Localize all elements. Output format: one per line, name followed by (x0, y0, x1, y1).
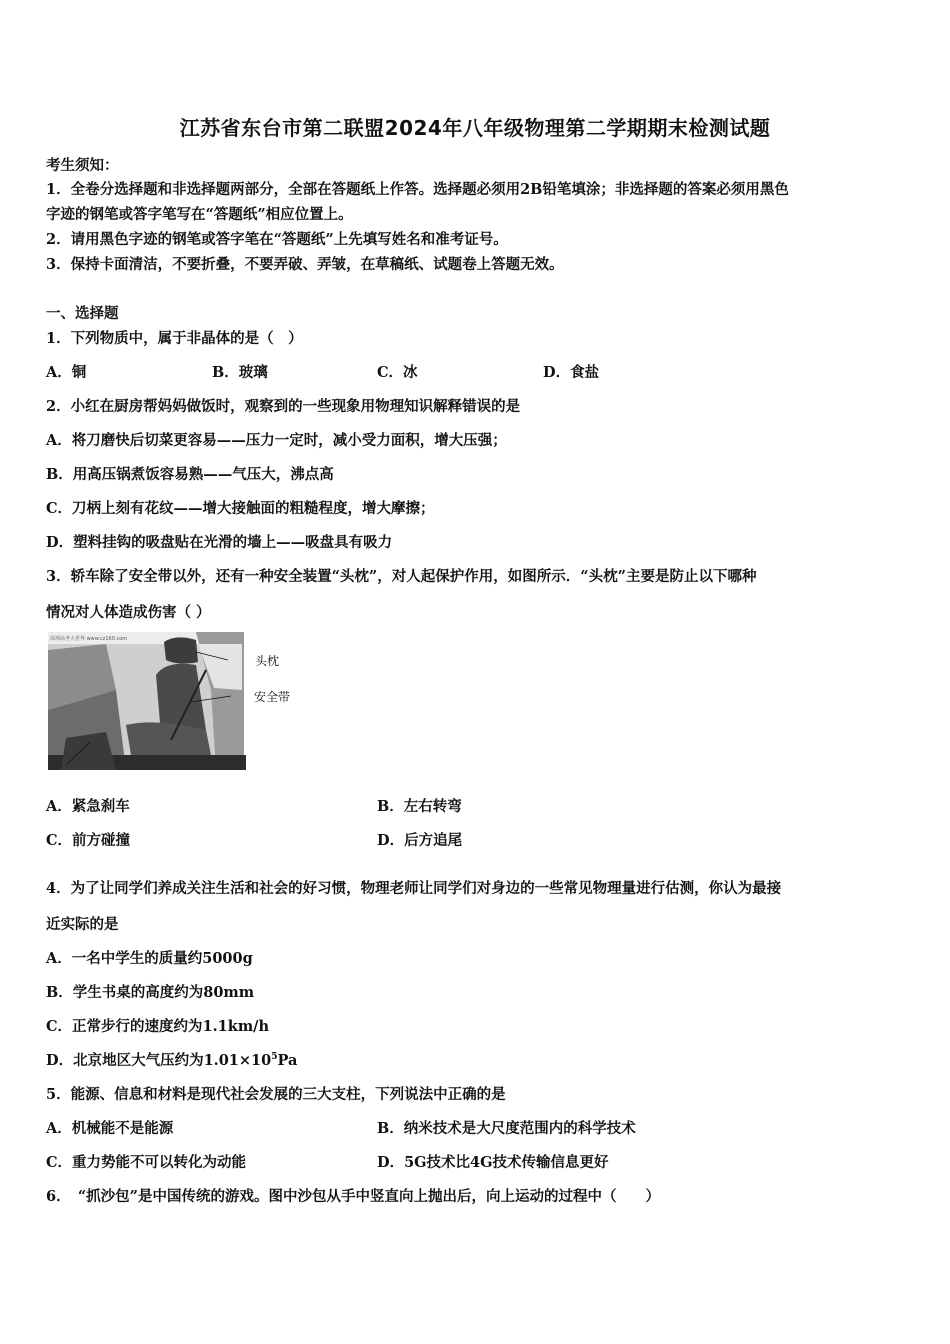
q3-option-b: B．左右转弯 (377, 798, 462, 815)
notice-line: 3．保持卡面清洁，不要折叠，不要弄破、弄皱，在草稿纸、试题卷上答题无效。 (46, 256, 564, 273)
figure-label-seatbelt: 安全带 (254, 690, 291, 704)
q4-option-d-unit: Pa (277, 1052, 298, 1069)
figure-watermark: 深圳高考大世界 www.cz160.com (50, 636, 128, 642)
q3-option-d: D．后方追尾 (377, 832, 463, 849)
q4-option-a: A．一名中学生的质量约5000g (46, 950, 253, 967)
q4-option-d (46, 1049, 297, 1070)
q1-option-b: B．玻璃 (212, 364, 268, 381)
figure-label-headrest: 头枕 (255, 654, 280, 668)
question-5-stem: 5．能源、信息和材料是现代社会发展的三大支柱，下列说法中正确的是 (46, 1086, 506, 1103)
car-seat-figure (46, 630, 246, 772)
q2-option-a: A．将刀磨快后切菜更容易——压力一定时，减小受力面积，增大压强； (46, 432, 507, 449)
q5-option-a: A．机械能不是能源 (46, 1120, 174, 1137)
q3-option-a: A．紧急刹车 (46, 798, 130, 815)
question-3-stem: 3．轿车除了安全带以外，还有一种安全装置“头枕”，对人起保护作用，如图所示．“头枕”主要是防止以下哪种 (46, 568, 757, 585)
section-heading: 一、选择题 (46, 305, 119, 322)
q2-option-b: B．用高压锅煮饭容易熟——气压大，沸点高 (46, 466, 334, 483)
notice-heading: 考生须知： (46, 157, 119, 174)
q5-option-d: D．5G技术比4G技术传输信息更好 (377, 1154, 609, 1171)
q1-option-d: D．食盐 (543, 364, 600, 381)
q4-option-c: C．正常步行的速度约为1.1km/h (46, 1018, 269, 1035)
headrest-shape (164, 637, 198, 663)
question-6-stem: 6． “抓沙包”是中国传统的游戏。图中沙包从手中竖直向上抛出后，向上运动的过程中（ ） (46, 1188, 661, 1205)
q4-option-b: B．学生书桌的高度约为80mm (46, 984, 255, 1001)
page-title: 江苏省东台市第二联盟2024年八年级物理第二学期期末检测试题 (179, 116, 771, 140)
q1-option-c: C．冰 (377, 364, 418, 381)
q3-option-c: C．前方碰撞 (46, 832, 131, 849)
notice-line: 2．请用黑色字迹的钢笔或答字笔在“答题纸”上先填写姓名和准考证号。 (46, 231, 508, 248)
q2-option-c: C．刀柄上刻有花纹——增大接触面的粗糙程度，增大摩擦； (46, 500, 435, 517)
notice-line: 1．全卷分选择题和非选择题两部分，全部在答题纸上作答。选择题必须用2B铅笔填涂；非选择题的答案必须用黑色 (46, 181, 789, 198)
q4-option-d-text: D．北京地区大气压约为1.01×10 (46, 1052, 272, 1069)
q5-option-c: C．重力势能不可以转化为动能 (46, 1154, 247, 1171)
q2-option-d: D．塑料挂钩的吸盘贴在光滑的墙上——吸盘具有吸力 (46, 534, 393, 551)
q4-option-d-exponent: 5 (271, 1052, 278, 1063)
q5-option-b: B．纳米技术是大尺度范围内的科学技术 (377, 1120, 636, 1137)
notice-line: 字迹的钢笔或答字笔写在“答题纸”相应位置上。 (46, 206, 353, 223)
question-3-stem-cont: 情况对人体造成伤害（ ） (46, 604, 211, 621)
question-2-stem: 2．小红在厨房帮妈妈做饭时，观察到的一些现象用物理知识解释错误的是 (46, 398, 521, 415)
question-1-stem: 1．下列物质中，属于非晶体的是（ ） (46, 330, 303, 347)
q1-option-a: A．铜 (46, 364, 87, 381)
question-4-stem-cont: 近实际的是 (46, 916, 119, 933)
question-4-stem: 4．为了让同学们养成关注生活和社会的好习惯，物理老师让同学们对身边的一些常见物理量进行估测，你认为最接 (46, 880, 782, 897)
